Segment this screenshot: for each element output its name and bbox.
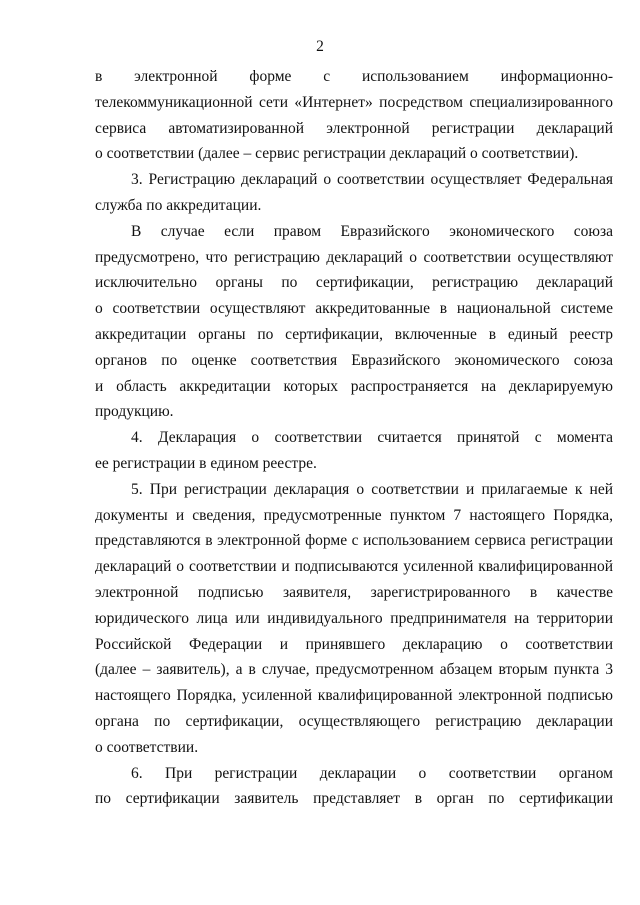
text-line: 3. Регистрацию деклараций о соответствии осуществляет Федеральная [131,171,613,189]
text-line: Российской Федерации и принявшего декларацию о соответствии [95,635,613,653]
text-line: органа по сертификации, осуществляющего регистрацию декларации [95,712,613,730]
text-line: продукцию. [95,403,174,421]
text-line: предусмотрено, что регистрацию деклараций о соответствии осуществляют [95,248,613,266]
text-line: аккредитации органы по сертификации, включенные в единый реестр [95,325,613,343]
text-line: (далее – заявитель), а в случае, предусмотренном абзацем вторым пункта 3 [95,661,613,679]
text-line: о соответствии (далее – сервис регистрации деклараций о соответствии). [95,145,579,163]
text-line: и область аккредитации которых распространяется на декларируемую [95,377,613,395]
text-line: 5. При регистрации декларация о соответствии и прилагаемые к ней [131,480,613,498]
text-line: органов по оценке соответствия Евразийского экономического союза [95,351,613,369]
document-body [95,64,613,812]
text-line: электронной подписью заявителя, зарегистрированного в качестве [95,583,613,601]
paragraph-eaeu-clause [95,219,613,425]
text-line: служба по аккредитации. [95,196,262,214]
page-number: 2 [316,38,324,55]
paragraph-item-4 [95,425,613,477]
text-line: представляются в электронной форме с использованием сервиса регистрации [95,532,613,550]
text-line: 4. Декларация о соответствии считается принятой с момента [131,429,613,447]
text-line: ее регистрации в едином реестре. [95,454,317,472]
paragraph-item-5 [95,477,613,761]
text-line: в электронной форме с использованием информационно- [95,68,613,85]
paragraph-item-3 [95,167,613,219]
text-line: сервиса автоматизированной электронной регистрации деклараций [95,119,613,137]
text-line: о соответствии. [95,738,199,756]
text-line: юридического лица или индивидуального предпринимателя на территории [95,609,613,627]
paragraph-item-6 [95,761,613,813]
text-line: документы и сведения, предусмотренные пунктом 7 настоящего Порядка, [95,506,613,524]
text-line: деклараций о соответствии и подписываются усиленной квалифицированной [95,558,613,576]
text-line: 6. При регистрации декларации о соответствии органом [131,764,613,782]
text-line: настоящего Порядка, усиленной квалифицированной электронной подписью [95,687,613,705]
text-line: по сертификации заявитель представляет в орган по сертификации [95,790,613,808]
text-line: В случае если правом Евразийского экономического союза [131,222,613,240]
text-line: телекоммуникационной сети «Интернет» посредством специализированного [95,93,613,111]
text-line: о соответствии осуществляют аккредитованные в национальной системе [95,300,613,318]
paragraph-continuation [95,64,613,167]
text-line: исключительно органы по сертификации, регистрацию деклараций [95,274,613,292]
